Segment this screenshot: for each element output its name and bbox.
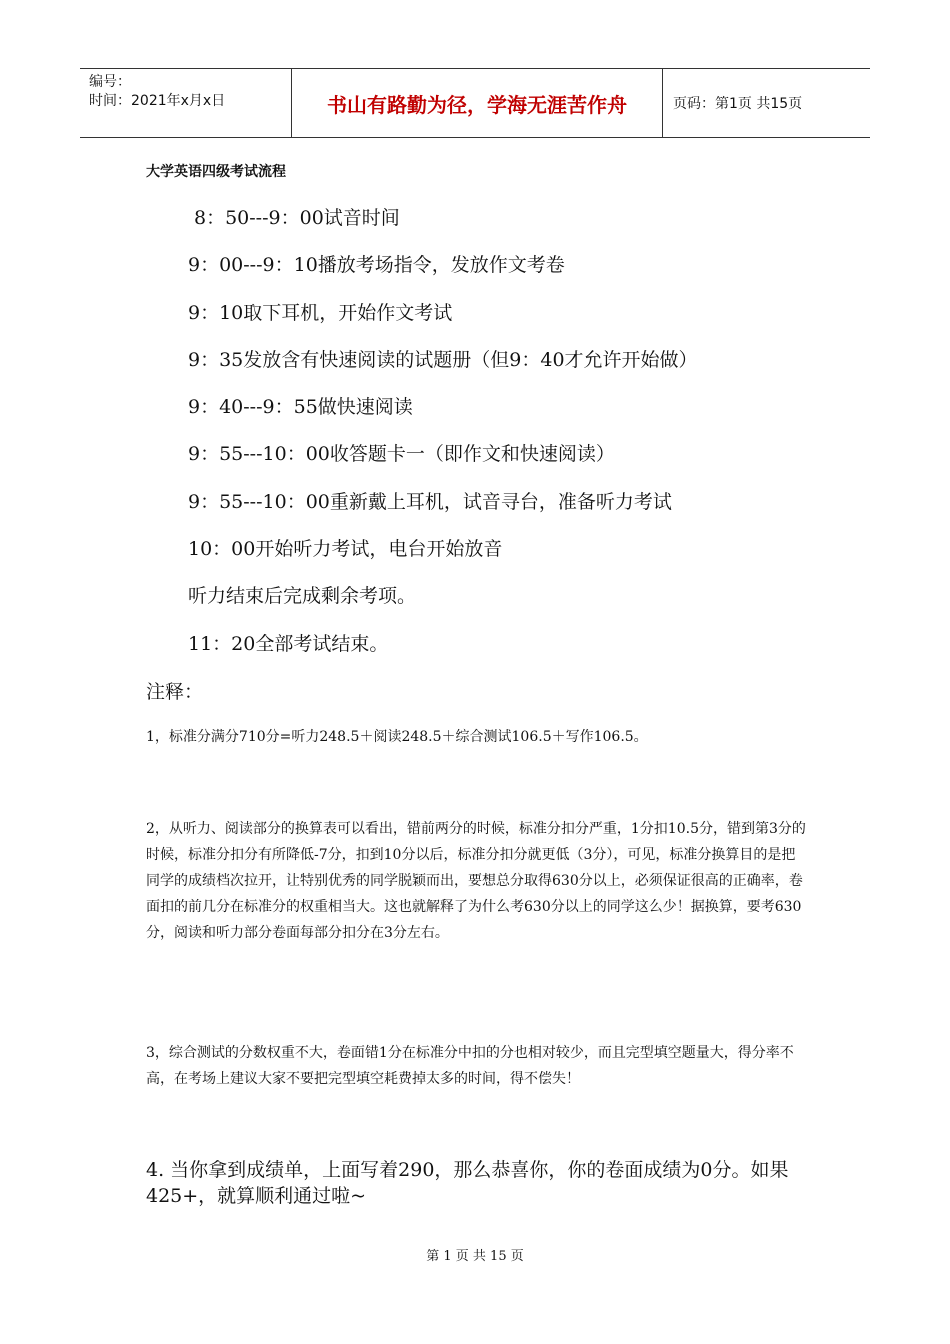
document-title: 大学英语四级考试流程 [146, 164, 286, 180]
note-paragraph: 1，标准分满分710分=听力248.5＋阅读248.5＋综合测试106.5＋写作106.5。 [146, 729, 648, 745]
page-header [80, 68, 870, 138]
schedule-item: 听力结束后完成剩余考项。 [188, 585, 417, 608]
page-footer: 第 1 页 共 15 页 [426, 1249, 524, 1264]
header-motto: 书山有路勤为径，学海无涯苦作舟 [292, 69, 663, 137]
schedule-item: 9：35发放含有快速阅读的试题册（但9：40才允许开始做） [188, 348, 698, 371]
schedule-item: 8：50---9：00试音时间 [194, 207, 400, 229]
schedule-item: 9：00---9：10播放考场指令，发放作文考卷 [188, 254, 565, 277]
schedule-item: 10：00开始听力考试，电台开始放音 [188, 538, 503, 561]
schedule-item: 9：40---9：55做快速阅读 [188, 396, 413, 419]
note-paragraph: 2，从听力、阅读部分的换算表可以看出，错前两分的时候，标准分扣分严重，1分扣10.5分，错到第3分的时候，标准分扣分有所降低-7分，扣到10分以后，标准分扣分就更低（3分），可见，标准分换算目的是把同学的成绩档次拉开，让特别优秀的同学脱颖而出，要想总分取得630分以上，必须保证很高的正确率，卷面扣的前几分在标准分的权重相当大。这也就解释了为什么考630分以上的同学这么少！据换算，要考630分，阅读和听力部分卷面每部分扣分在3分左右。 [146, 821, 806, 941]
schedule-item: 9：55---10：00重新戴上耳机，试音寻台，准备听力考试 [188, 490, 672, 513]
schedule-item: 9：55---10：00收答题卡一（即作文和快速阅读） [188, 443, 615, 466]
header-time: 时间：2021年x月x日 [89, 93, 226, 109]
schedule-item: 9：10取下耳机，开始作文考试 [188, 301, 453, 324]
schedule-item: 11：20全部考试结束。 [188, 632, 389, 655]
header-meta [80, 69, 292, 137]
note-paragraph: 3，综合测试的分数权重不大，卷面错1分在标准分中扣的分也相对较少，而且完型填空题量大，得分率不高，在考场上建议大家不要把完型填空耗费掉太多的时间，得不偿失！ [146, 1045, 794, 1087]
schedule-list [188, 202, 698, 675]
header-page-info: 页码：第1页 共15页 [673, 96, 803, 112]
note-paragraph: 4. 当你拿到成绩单，上面写着290，那么恭喜你，你的卷面成绩为0分。如果425+，就算顺利通过啦~ [146, 1159, 789, 1207]
notes-heading: 注释： [146, 681, 204, 703]
header-number: 编号： [89, 74, 131, 90]
